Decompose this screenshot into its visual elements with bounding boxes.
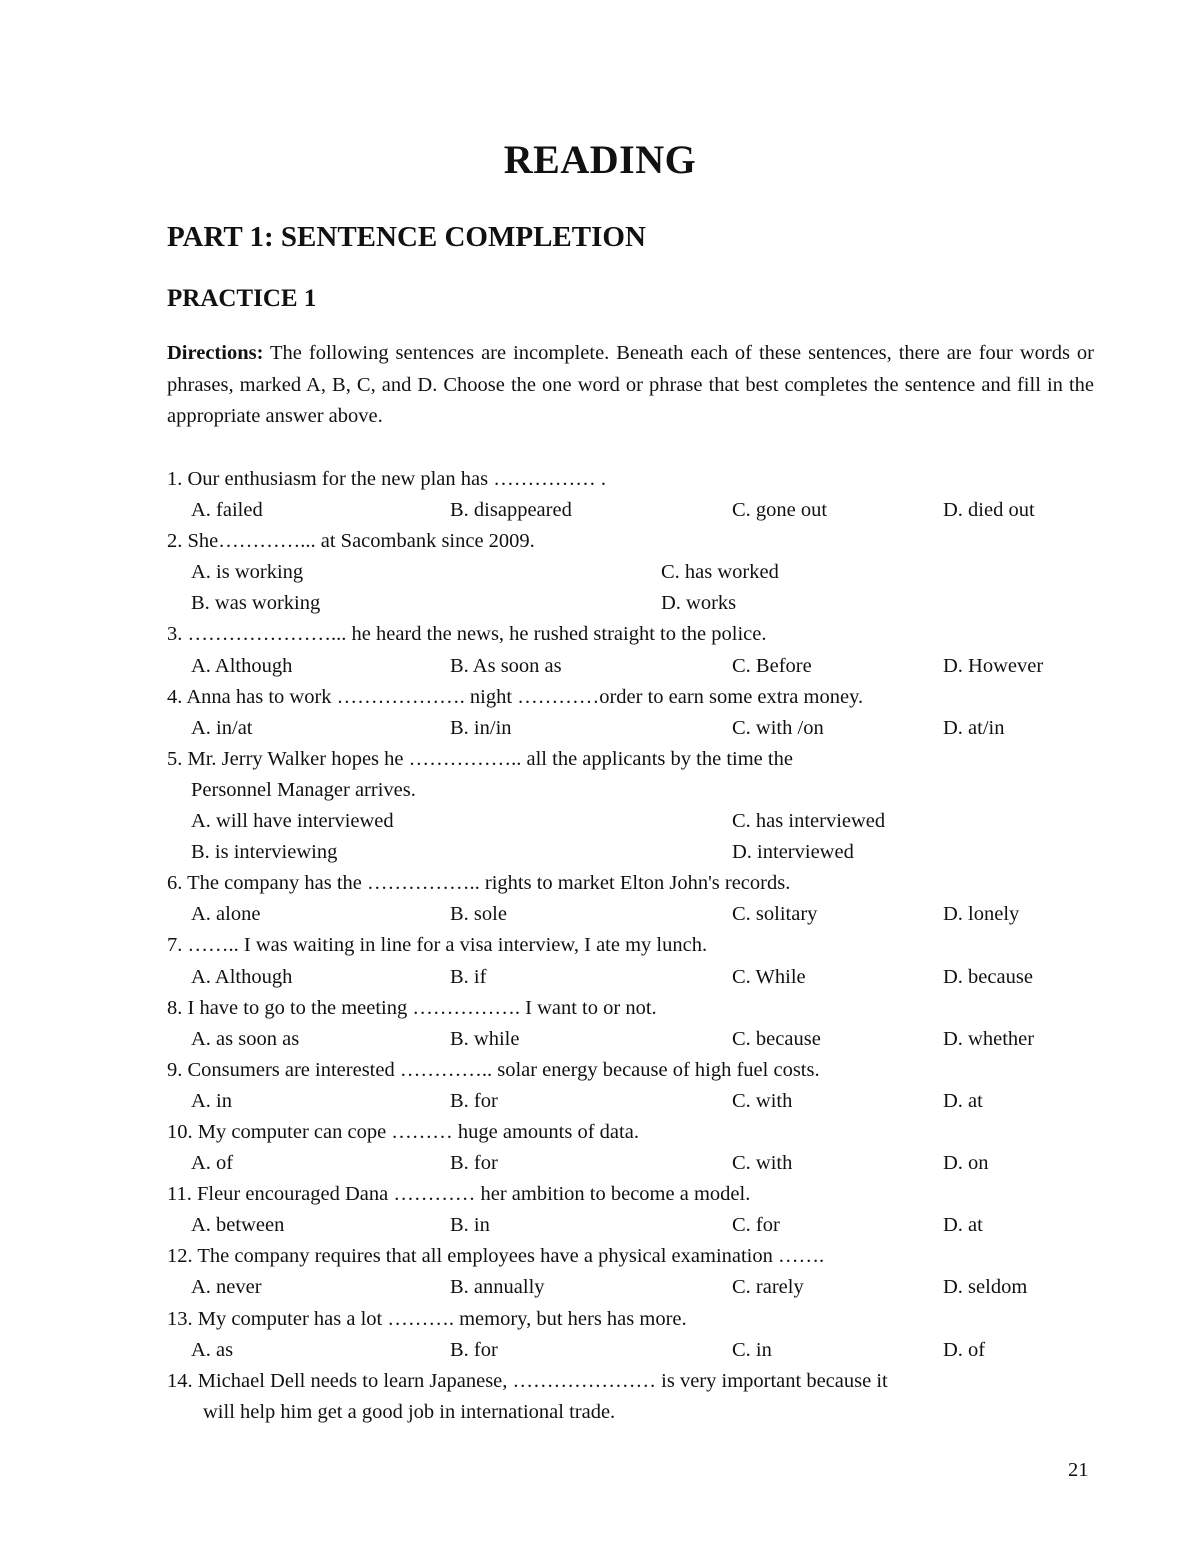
q6-option-d[interactable]: D. lonely bbox=[943, 903, 1020, 926]
question-12-options bbox=[167, 1272, 1107, 1303]
directions-text: The following sentences are incomplete. Beneath each of these sentences, there are four words or phrases, marked A, B, C, and D. Choose the one word or phrase that best completes the sentence and fill in the appropriate answer above. bbox=[167, 342, 1094, 427]
q9-option-b[interactable]: B. for bbox=[450, 1089, 498, 1112]
q8-option-d[interactable]: D. whether bbox=[943, 1027, 1035, 1050]
q11-option-b[interactable]: B. in bbox=[450, 1214, 490, 1237]
question-10-options bbox=[167, 1148, 1107, 1179]
q13-option-d[interactable]: D. of bbox=[943, 1338, 986, 1361]
q3-option-b[interactable]: B. As soon as bbox=[450, 654, 562, 677]
question-2-options-row2 bbox=[167, 588, 1107, 619]
q5-option-b[interactable]: B. is interviewing bbox=[191, 841, 338, 864]
q12-option-d[interactable]: D. seldom bbox=[943, 1276, 1028, 1299]
q3-option-c[interactable]: C. Before bbox=[732, 654, 812, 677]
question-13: 13. My computer has a lot ………. memory, but hers has more. bbox=[167, 1307, 687, 1330]
question-3-options bbox=[167, 651, 1107, 682]
q11-option-a[interactable]: A. between bbox=[191, 1214, 285, 1237]
practice-heading: PRACTICE 1 bbox=[167, 285, 317, 312]
q10-option-a[interactable]: A. of bbox=[191, 1152, 234, 1175]
part-heading: PART 1: SENTENCE COMPLETION bbox=[167, 221, 646, 253]
q6-option-c[interactable]: C. solitary bbox=[732, 903, 818, 926]
q12-option-b[interactable]: B. annually bbox=[450, 1276, 545, 1299]
question-3: 3. …………………... he heard the news, he rushed straight to the police. bbox=[167, 623, 767, 646]
q8-option-b[interactable]: B. while bbox=[450, 1027, 520, 1050]
q1-option-c[interactable]: C. gone out bbox=[732, 499, 828, 522]
q13-option-b[interactable]: B. for bbox=[450, 1338, 498, 1361]
q3-option-a[interactable]: A. Although bbox=[191, 654, 293, 677]
q6-option-a[interactable]: A. alone bbox=[191, 903, 261, 926]
q3-option-d[interactable]: D. However bbox=[943, 654, 1044, 677]
question-5: 5. Mr. Jerry Walker hopes he …………….. all the applicants by the time the bbox=[167, 747, 793, 770]
q13-option-c[interactable]: C. in bbox=[732, 1338, 772, 1361]
q13-option-a[interactable]: A. as bbox=[191, 1338, 234, 1361]
q10-option-b[interactable]: B. for bbox=[450, 1152, 498, 1175]
q7-option-b[interactable]: B. if bbox=[450, 965, 487, 988]
q5-option-a[interactable]: A. will have interviewed bbox=[191, 810, 394, 833]
question-7: 7. …….. I was waiting in line for a visa interview, I ate my lunch. bbox=[167, 934, 708, 957]
question-1-options bbox=[167, 495, 1107, 526]
directions bbox=[167, 338, 1094, 433]
question-8: 8. I have to go to the meeting ……………. I want to or not. bbox=[167, 996, 657, 1019]
q9-option-d[interactable]: D. at bbox=[943, 1089, 983, 1112]
question-2: 2. She…………... at Sacombank since 2009. bbox=[167, 530, 535, 553]
question-11-options bbox=[167, 1210, 1107, 1241]
question-14-continued: will help him get a good job in international trade. bbox=[203, 1400, 616, 1423]
q2-option-c[interactable]: C. has worked bbox=[661, 561, 779, 584]
q7-option-a[interactable]: A. Although bbox=[191, 965, 293, 988]
q10-option-c[interactable]: C. with bbox=[732, 1152, 793, 1175]
q12-option-a[interactable]: A. never bbox=[191, 1276, 262, 1299]
question-5-options-row1 bbox=[167, 806, 1107, 837]
question-list bbox=[167, 464, 1107, 1428]
question-9: 9. Consumers are interested ………….. solar energy because of high fuel costs. bbox=[167, 1058, 820, 1081]
q11-option-d[interactable]: D. at bbox=[943, 1214, 983, 1237]
question-7-options bbox=[167, 962, 1107, 993]
question-12: 12. The company requires that all employees have a physical examination ……. bbox=[167, 1245, 825, 1268]
question-6: 6. The company has the …………….. rights to market Elton John's records. bbox=[167, 872, 791, 895]
q5-option-c[interactable]: C. has interviewed bbox=[732, 810, 886, 833]
q2-option-b[interactable]: B. was working bbox=[191, 592, 321, 615]
q11-option-c[interactable]: C. for bbox=[732, 1214, 780, 1237]
q4-option-a[interactable]: A. in/at bbox=[191, 716, 253, 739]
question-10: 10. My computer can cope ……… huge amounts of data. bbox=[167, 1120, 639, 1143]
q2-option-d[interactable]: D. works bbox=[661, 592, 737, 615]
q1-option-b[interactable]: B. disappeared bbox=[450, 499, 572, 522]
q2-option-a[interactable]: A. is working bbox=[191, 561, 304, 584]
directions-label: Directions: bbox=[167, 342, 264, 364]
question-2-options-row1 bbox=[167, 557, 1107, 588]
question-9-options bbox=[167, 1086, 1107, 1117]
q9-option-c[interactable]: C. with bbox=[732, 1089, 793, 1112]
question-4: 4. Anna has to work ………………. night …………order to earn some extra money. bbox=[167, 685, 864, 708]
q4-option-b[interactable]: B. in/in bbox=[450, 716, 512, 739]
q1-option-d[interactable]: D. died out bbox=[943, 499, 1035, 522]
q12-option-c[interactable]: C. rarely bbox=[732, 1276, 804, 1299]
page-number: 21 bbox=[1068, 1459, 1089, 1481]
question-14: 14. Michael Dell needs to learn Japanese, ………………… is very important because it bbox=[167, 1369, 888, 1392]
q4-option-c[interactable]: C. with /on bbox=[732, 716, 824, 739]
q4-option-d[interactable]: D. at/in bbox=[943, 716, 1005, 739]
q6-option-b[interactable]: B. sole bbox=[450, 903, 507, 926]
q7-option-d[interactable]: D. because bbox=[943, 965, 1033, 988]
question-8-options bbox=[167, 1024, 1107, 1055]
question-4-options bbox=[167, 713, 1107, 744]
q7-option-c[interactable]: C. While bbox=[732, 965, 806, 988]
q9-option-a[interactable]: A. in bbox=[191, 1089, 232, 1112]
page-title: READING bbox=[503, 137, 697, 182]
q1-option-a[interactable]: A. failed bbox=[191, 499, 263, 522]
question-5-options-row2 bbox=[167, 837, 1107, 868]
question-13-options bbox=[167, 1335, 1107, 1366]
q5-option-d[interactable]: D. interviewed bbox=[732, 841, 854, 864]
q8-option-a[interactable]: A. as soon as bbox=[191, 1027, 300, 1050]
q10-option-d[interactable]: D. on bbox=[943, 1152, 989, 1175]
q8-option-c[interactable]: C. because bbox=[732, 1027, 821, 1050]
question-5-continued: Personnel Manager arrives. bbox=[191, 778, 416, 801]
question-1: 1. Our enthusiasm for the new plan has …………… . bbox=[167, 468, 606, 490]
question-11: 11. Fleur encouraged Dana ………… her ambition to become a model. bbox=[167, 1183, 751, 1206]
question-6-options bbox=[167, 899, 1107, 930]
